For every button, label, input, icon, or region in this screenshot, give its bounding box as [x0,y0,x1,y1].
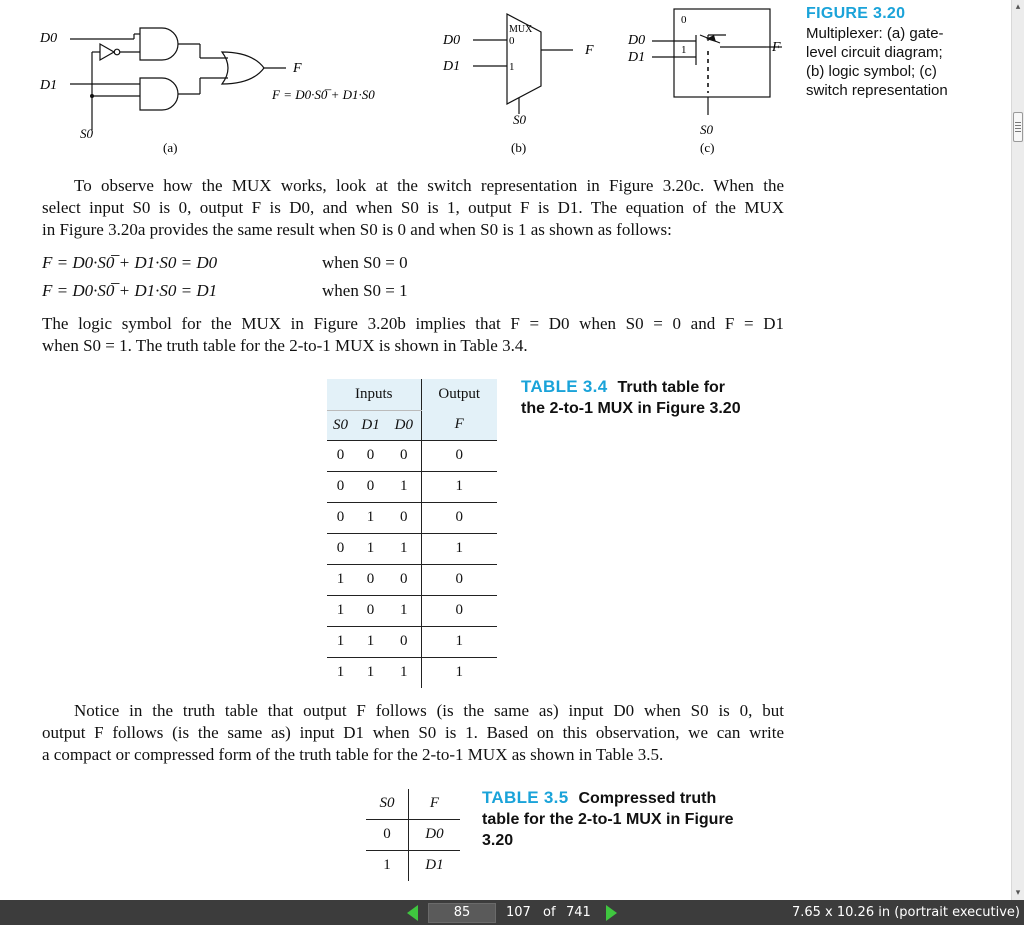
paragraph-line: in Figure 3.20a provides the same result when S0 is 0 and when S0 is 1 as shown as follows: [42,220,672,239]
paragraph-line: a compact or compressed form of the truth table for the 2-to-1 MUX as shown in Table 3.5. [42,745,664,764]
table-row [327,471,497,502]
table-cell: 0 [327,440,354,471]
column-header-f: F [421,410,497,440]
d0-label-b: D0 [443,33,461,48]
table-cell: 1 [383,857,391,874]
table-cell: 0 [387,626,421,657]
table-cell: 1 [387,595,421,626]
table-cell: 0 [387,502,421,533]
paragraph-compressed-explanation [42,700,784,766]
table-3-4-caption [521,376,783,419]
table-row [327,564,497,595]
figure-caption-line: (b) logic symbol; (c) [806,63,937,80]
equation-condition-s0-zero: when S0 = 0 [322,253,408,272]
figure-caption-line: Multiplexer: (a) gate- [806,25,944,42]
table-cell: D1 [408,850,460,881]
paragraph-line: Notice in the truth table that output F follows (is the same as) input D0 when S0 is 0, but [74,701,784,720]
column-header-d0: D0 [387,410,421,440]
label-a: (a) [163,140,178,155]
table-cell: 0 [354,440,387,471]
table-cell: 1 [336,664,345,681]
table-row [327,595,497,626]
total-pages: 741 [566,905,591,920]
s0-label-b: S0 [513,112,526,127]
viewer-statusbar [0,900,1024,925]
table-title-line: the 2-to-1 MUX in Figure 3.20 [521,400,741,417]
equation-s0-zero: F = D0·S0̅ + D1·S0 = D0 [42,253,218,272]
s0-label-a: S0 [80,126,93,141]
table-number: TABLE 3.5 [482,788,569,807]
figure-caption [806,5,1006,100]
figure-caption-line: switch representation [806,82,948,99]
table-cell: 1 [354,626,387,657]
paragraph-switch-explanation [42,175,784,241]
truth-table-2to1-mux [327,379,497,688]
figure-number: FIGURE 3.20 [806,5,906,22]
table-row [366,819,460,850]
table-cell: 0 [354,595,387,626]
paragraph-line: To observe how the MUX works, look at the switch representation in Figure 3.20c. When the [74,176,784,195]
table-cell: 0 [421,564,497,595]
column-header-f: F [408,789,460,819]
current-page-number: 107 [506,905,531,920]
inputs-group-header: Inputs [327,379,421,410]
switch-pos-0: 0 [681,14,687,26]
table-number: TABLE 3.4 [521,377,608,396]
page-number-input[interactable]: 85 [428,903,496,923]
table-cell: 0 [354,564,387,595]
column-header-s0: S0 [327,410,354,440]
paragraph-line: The logic symbol for the MUX in Figure 3.20b implies that F = D0 when S0 = 0 and F = D1 [42,314,784,333]
table-cell: 1 [327,626,354,657]
table-cell: 1 [327,595,354,626]
equation-s0-one: F = D0·S0̅ + D1·S0 = D1 [42,281,218,300]
table-3-5-caption [482,787,784,851]
table-cell: 1 [421,471,497,502]
table-cell: 1 [354,502,387,533]
equation-condition-s0-one: when S0 = 1 [322,281,408,300]
mux-port-0: 0 [509,35,515,47]
table-cell: 1 [387,533,421,564]
table-row [327,626,497,657]
compressed-truth-table [366,789,460,881]
table-row [327,657,497,688]
scrollbar-thumb[interactable] [1013,112,1023,142]
table-cell: 0 [354,471,387,502]
paragraph-logic-symbol [42,313,784,357]
label-b: (b) [511,140,527,155]
paragraph-line: output F follows (is the same as) input D1 when S0 is 1. Based on this observation, we can write [42,723,784,742]
column-header-s0: S0 [366,789,408,819]
d1-label-b: D1 [443,59,461,74]
table-cell: 0 [421,595,497,626]
s0-label-c: S0 [700,122,713,137]
mux-logic-symbol [435,10,610,160]
gate-level-circuit-diagram [30,20,420,160]
table-cell: 1 [354,533,387,564]
table-cell: 1 [327,564,354,595]
d1-label-c: D1 [628,50,646,65]
column-header-d1: D1 [354,410,387,440]
table-cell: 0 [387,440,421,471]
d1-label-a: D1 [40,78,58,93]
table-row [327,502,497,533]
table-title-line: 3.20 [482,832,514,849]
table-cell: D0 [408,819,460,850]
page-size-label: 7.65 x 10.26 in (portrait executive) [791,905,1020,920]
table-cell: 1 [400,664,408,681]
f-label-a: F [293,61,302,76]
table-cell: 1 [421,533,497,564]
mux-block-label: MUX [509,24,533,35]
table-cell: 1 [421,626,497,657]
table-cell: 0 [421,440,497,471]
switch-representation [620,5,795,160]
table-row [366,850,460,881]
output-group-header: Output [421,379,497,410]
table-cell: 0 [387,564,421,595]
table-title-line: table for the 2-to-1 MUX in Figure [482,811,734,828]
switch-pos-1: 1 [681,44,687,56]
f-label-c: F [772,40,781,55]
table-cell: 1 [387,471,421,502]
table-title-line: Truth table for [617,379,726,396]
previous-page-arrow-icon[interactable] [405,904,419,921]
table-cell: 1 [366,664,375,681]
table-cell: 0 [327,471,354,502]
table-row [327,533,497,564]
mux-port-1: 1 [509,61,515,73]
scroll-down-arrow-icon[interactable]: ▾ [1015,888,1021,898]
table-cell: 0 [327,502,354,533]
table-cell: 0 [366,819,408,850]
d0-label-c: D0 [628,33,646,48]
table-title-line: Compressed truth [578,790,717,807]
label-c: (c) [700,140,715,155]
d0-label-a: D0 [40,31,58,46]
paragraph-line: when S0 = 1. The truth table for the 2-to-1 MUX is shown in Table 3.4. [42,336,528,355]
table-cell: 1 [421,657,497,688]
figure-caption-line: level circuit diagram; [806,44,943,61]
scroll-up-arrow-icon[interactable]: ▴ [1015,2,1021,12]
of-label: of [543,905,556,920]
figure-caption-text [806,24,1006,100]
table-cell: 0 [421,502,497,533]
equation-a: F = D0·S0̅ + D1·S0 [272,87,375,102]
vertical-scrollbar[interactable] [1011,0,1024,900]
table-row [327,440,497,471]
f-label-b: F [585,43,594,58]
next-page-arrow-icon[interactable] [605,904,619,921]
table-cell: 0 [327,533,354,564]
paragraph-line: select input S0 is 0, output F is D0, and when S0 is 1, output F is D1. The equation of the MUX [42,198,784,217]
